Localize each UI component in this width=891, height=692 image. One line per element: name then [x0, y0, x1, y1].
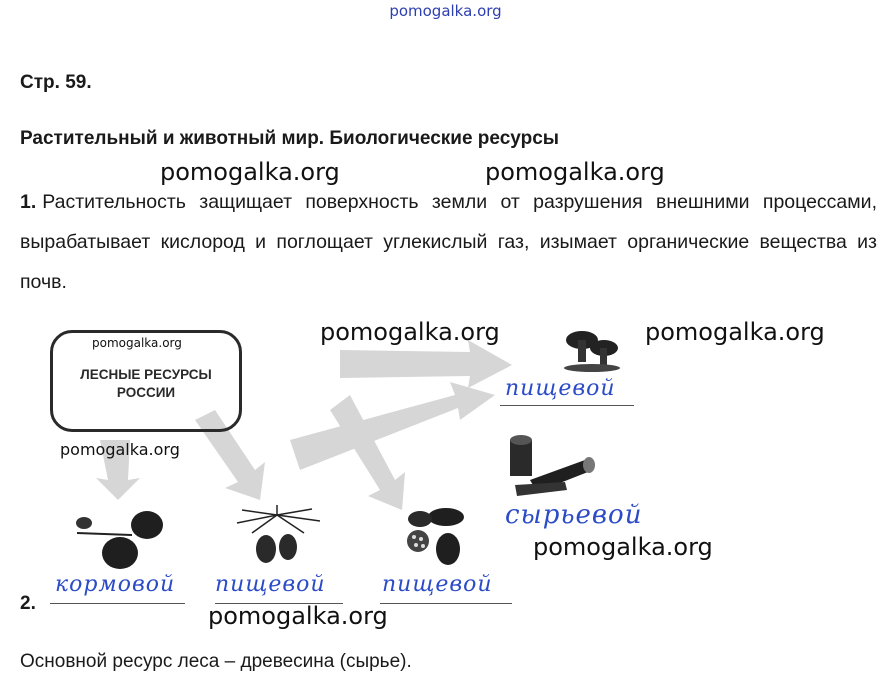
- task1-text: Растительность защищает поверхность земли от разрушения внешними процессами, вырабатывает кислород и поглощает углекислый газ, изымает органические вещества из почв.: [20, 191, 877, 293]
- berries-icon: [398, 503, 470, 571]
- logs-icon: [505, 430, 600, 500]
- answer-line: [50, 603, 185, 604]
- leaves-icon: [72, 505, 167, 573]
- watermark: pomogalka.org: [645, 318, 825, 346]
- watermark: pomogalka.org: [485, 158, 665, 186]
- watermark: pomogalka.org: [160, 158, 340, 186]
- mushrooms-icon: [562, 326, 622, 374]
- answer-pine: пищевой: [215, 572, 326, 597]
- page-label: Стр. 59.: [20, 72, 92, 93]
- watermark: pomogalka.org: [320, 318, 500, 346]
- top-watermark[interactable]: pomogalka.org: [389, 2, 502, 20]
- task2-number: 2.: [20, 593, 36, 614]
- section-title: Растительный и животный мир. Биологические ресурсы: [20, 128, 560, 149]
- answer-logs: сырьевой: [505, 500, 643, 530]
- answer-mushrooms: пищевой: [505, 376, 616, 401]
- task1-number: 1.: [20, 191, 37, 213]
- watermark: pomogalka.org: [208, 602, 388, 630]
- task2-answer: Основной ресурс леса – древесина (сырье).: [20, 651, 412, 672]
- watermark: pomogalka.org: [60, 440, 180, 459]
- answer-line: [500, 405, 634, 406]
- watermark: pomogalka.org: [92, 336, 182, 350]
- forest-resources-label: [50, 366, 242, 402]
- arrow-to-mushrooms: [340, 340, 512, 388]
- arrow-to-logs: [290, 382, 495, 470]
- pine-branch-icon: [232, 505, 322, 571]
- box-label-line1: ЛЕСНЫЕ РЕСУРСЫ: [80, 367, 212, 382]
- box-label-line2: РОССИИ: [116, 385, 176, 400]
- answer-leaves: кормовой: [55, 572, 176, 597]
- answer-berries: пищевой: [382, 572, 493, 597]
- answer-line: [380, 603, 512, 604]
- watermark: pomogalka.org: [533, 533, 713, 561]
